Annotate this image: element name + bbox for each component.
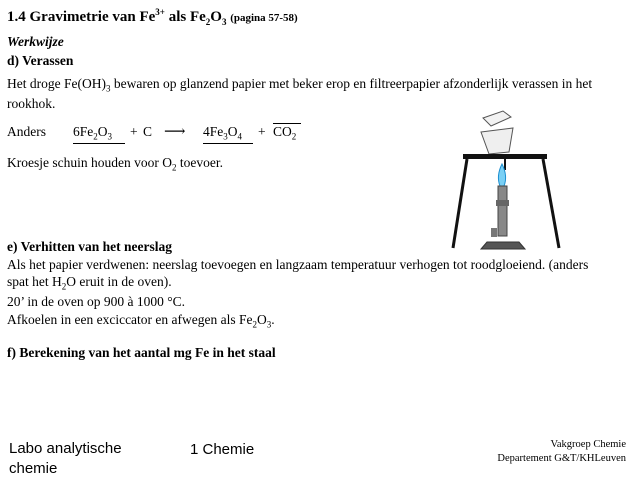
text: Kroesje schuin houden voor O xyxy=(7,155,172,170)
crucible-lid-icon xyxy=(483,111,511,126)
overline xyxy=(273,123,301,124)
section-e-line1: Als het papier verdwenen: neerslag toevoegen en langzaam temperatuur verhogen tot roodgloeiend. (anders xyxy=(7,257,589,272)
subscript: 2 xyxy=(252,319,258,330)
text: . xyxy=(271,312,275,327)
subscript: 2 xyxy=(93,131,98,142)
footer-left xyxy=(9,439,122,479)
eq-reactant-fe2o3 xyxy=(73,124,112,140)
text: O xyxy=(227,124,238,139)
section-e-line3: 20’ in de oven op 900 à 1000 °C. xyxy=(7,294,185,309)
title-text: 1.4 Gravimetrie van Fe xyxy=(7,9,156,25)
subscript: 4 xyxy=(237,131,242,142)
subscript: 3 xyxy=(107,131,112,142)
tripod-leg-icon xyxy=(453,159,467,248)
footer-center: 1 Chemie xyxy=(190,441,255,458)
subscript: 3 xyxy=(105,83,111,94)
eq-carbon: C xyxy=(143,124,153,139)
underline xyxy=(73,143,125,144)
text: O eruit in de oven). xyxy=(66,274,172,289)
footer-right-line1: Vakgroep Chemie xyxy=(550,439,626,450)
section-d-heading: d) Verassen xyxy=(7,53,74,68)
text: Afkoelen in een exciccator en afwegen als Fe xyxy=(7,312,253,327)
page-title xyxy=(7,9,298,26)
underline xyxy=(203,143,253,144)
eq-plus: + xyxy=(130,124,138,139)
section-e-heading: e) Verhitten van het neerslag xyxy=(7,239,172,254)
burner-tube-icon xyxy=(498,186,507,236)
gas-inlet-icon xyxy=(491,228,497,237)
text: Het droge Fe(OH) xyxy=(7,76,106,91)
subscript: 2 xyxy=(171,162,177,173)
text: 4Fe xyxy=(203,124,224,139)
subscript: 3 xyxy=(223,131,228,142)
burner-tripod-illustration xyxy=(445,108,570,253)
text: toevoer. xyxy=(176,155,223,170)
text: O xyxy=(257,312,267,327)
anders-label: Anders xyxy=(7,124,46,139)
section-d-line2: rookhok. xyxy=(7,96,56,111)
footer-left-line1: Labo analytische xyxy=(9,440,122,457)
title-pages: (pagina 57-58) xyxy=(230,12,298,24)
subscript: 2 xyxy=(291,131,297,142)
text: bewaren op glanzend papier met beker erop en filtreerpapier afzonderlijk verassen in het xyxy=(110,76,593,91)
text: 6Fe xyxy=(73,124,94,139)
text: O xyxy=(97,124,108,139)
footer-left-line2: chemie xyxy=(9,460,58,477)
subscript: 2 xyxy=(61,281,67,292)
reaction-arrow-icon: ⟶ xyxy=(164,124,186,140)
text: CO xyxy=(273,124,292,139)
text: spat het H xyxy=(7,274,62,289)
footer-right xyxy=(497,438,626,466)
eq-product-fe3o4 xyxy=(203,124,242,140)
title-sup: 3+ xyxy=(155,7,165,17)
section-f-heading: f) Berekening van het aantal mg Fe in het staal xyxy=(7,345,276,360)
kroesje-line xyxy=(7,155,223,171)
burner-base-icon xyxy=(481,242,525,249)
eq-plus: + xyxy=(258,124,266,139)
title-sub: 3 xyxy=(221,17,227,27)
footer-right-line2: Departement G&T/KHLeuven xyxy=(497,453,626,464)
section-e-line2 xyxy=(7,274,172,290)
section-d-line1 xyxy=(7,76,592,92)
tripod-leg-icon xyxy=(543,159,559,248)
tripod-ring-icon xyxy=(463,154,547,159)
eq-product-co2 xyxy=(273,124,296,140)
werkwijze-heading: Werkwijze xyxy=(7,34,64,49)
burner-collar-icon xyxy=(496,200,509,206)
title-o: O xyxy=(210,9,222,25)
title-sub: 2 xyxy=(205,17,211,27)
title-text-mid: als Fe xyxy=(164,9,206,25)
section-e-line4 xyxy=(7,312,275,328)
subscript: 3 xyxy=(266,319,272,330)
crucible-icon xyxy=(481,128,513,154)
